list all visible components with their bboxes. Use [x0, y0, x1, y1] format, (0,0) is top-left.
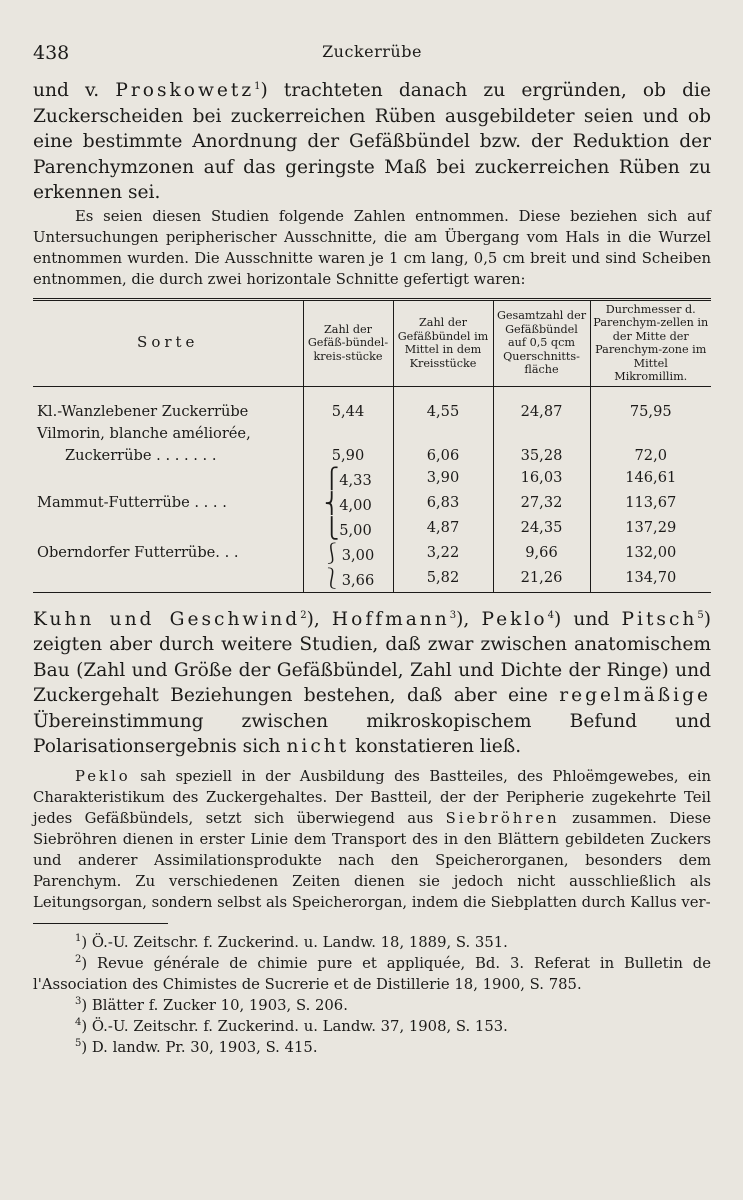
measurement-table	[33, 298, 711, 593]
footnote-ref: 4	[547, 609, 554, 621]
value-cell	[493, 401, 590, 423]
emphasis: nicht	[286, 736, 350, 757]
value-text: 137,29	[625, 518, 677, 536]
value-text: 5,44	[331, 402, 365, 420]
value-text: 113,67	[625, 493, 677, 511]
footnote-ref: 5	[697, 609, 704, 621]
table-row	[33, 567, 711, 593]
column-header-mittel: Zahl der Gefäßbündel im Mittel in dem Kreisstücke	[393, 299, 493, 386]
variety-cell	[33, 401, 303, 423]
value-cell	[303, 492, 393, 517]
value-text: 27,32	[520, 493, 563, 511]
emphasis: regelmäßige	[559, 685, 711, 706]
paragraph-text: und v.	[33, 80, 116, 101]
value-text: 3,22	[426, 543, 460, 561]
footnote-text: ) Revue générale de chimie pure et appliquée, Bd. 3. Referat in Bulletin de l'Association des Chimistes de Sucrerie et de Distillerie 18, 1900, S. 785.	[33, 954, 711, 993]
footnote-text: ) Ö.-U. Zeitschr. f. Zuckerind. u. Landw. 37, 1908, S. 153.	[81, 1017, 508, 1035]
value-text: 16,03	[520, 468, 563, 486]
value-text: 5,82	[426, 568, 460, 586]
footnote	[33, 953, 711, 995]
brace-glyph: ⎰	[321, 540, 342, 565]
value-cell	[590, 517, 711, 542]
variety-cell	[33, 567, 303, 593]
variety-name: Oberndorfer Futterrübe. . .	[37, 543, 239, 561]
footnote	[33, 995, 711, 1016]
variety-name: Mammut-Futterrübe . . . .	[37, 493, 227, 511]
brace-glyph: ⎨	[324, 490, 340, 515]
value-text: 6,83	[426, 493, 460, 511]
footnote-text: ) D. landw. Pr. 30, 1903, S. 415.	[81, 1038, 318, 1056]
value-cell	[303, 567, 393, 593]
value-cell	[303, 467, 393, 492]
paragraph-table-intro: Es seien diesen Studien folgende Zahlen entnommen. Diese beziehen sich auf Untersuchungen peripherischer Ausschnitte, die am Übergang vom Hals in die Wurzel entnommen wurden. Die Ausschnitte waren je 1 cm lang, 0,5 cm breit und sind Scheiben entnommen, die durch zwei horizontale Schnitte gefertigt waren:	[33, 207, 711, 288]
variety-cell	[33, 517, 303, 542]
author-name: Pitsch	[621, 608, 698, 630]
value-text: 4,55	[426, 402, 460, 420]
column-header-gesamtzahl: Gesamtzahl der Gefäßbündel auf 0,5 qcm Querschnitts-fläche	[493, 299, 590, 386]
value-cell	[303, 517, 393, 542]
value-text: 3,90	[426, 468, 460, 486]
author-name: Hoffmann	[331, 608, 450, 630]
value-cell	[393, 567, 493, 593]
value-cell	[493, 567, 590, 593]
page-number: 438	[33, 42, 70, 64]
footnote-text: ) Blätter f. Zucker 10, 1903, S. 206.	[81, 996, 348, 1014]
footnote	[33, 932, 711, 953]
value-text: 4,87	[426, 518, 460, 536]
value-cell	[303, 401, 393, 423]
value-text: 5,90	[331, 446, 365, 464]
value-text: 9,66	[525, 543, 558, 561]
value-text: 21,26	[520, 568, 563, 586]
value-cell	[303, 542, 393, 567]
footnote-ref: 3	[449, 609, 457, 621]
value-cell	[393, 542, 493, 567]
value-text: 3,00	[341, 546, 375, 564]
table-row	[33, 401, 711, 423]
value-cell	[493, 423, 590, 467]
footnote-number: 2	[75, 953, 82, 965]
value-cell	[303, 423, 393, 467]
variety-cell	[33, 542, 303, 567]
footnote-number: 1	[75, 932, 82, 944]
paragraph-proskowetz	[33, 78, 711, 206]
running-title: Zuckerrübe	[322, 42, 422, 61]
table-body	[33, 386, 711, 592]
value-cell	[590, 567, 711, 593]
brace-glyph: ⎱	[321, 565, 342, 590]
value-cell	[590, 542, 711, 567]
footnote	[33, 1016, 711, 1037]
variety-cell	[33, 467, 303, 492]
value-cell	[493, 467, 590, 492]
paragraph-text: ) zeigten aber durch weitere Studien, daß zwar zwischen anatomischem Bau (Zahl und Größe der Gefäßbündel, Zahl und Dichte der Ringe) und Zuckergehalt Beziehungen bestehen, daß aber eine	[33, 608, 711, 706]
footnotes	[33, 932, 711, 1058]
table-row	[33, 542, 711, 567]
table-row	[33, 467, 711, 492]
value-cell	[393, 517, 493, 542]
brace-glyph: ⎩	[324, 515, 340, 540]
author-name: Kuhn und Geschwind	[33, 608, 301, 630]
value-text: 132,00	[625, 543, 677, 561]
value-text: 24,87	[520, 402, 563, 420]
value-text: 146,61	[625, 468, 677, 486]
value-cell	[590, 492, 711, 517]
value-text: 5,00	[339, 521, 372, 539]
value-text: 134,70	[625, 568, 677, 586]
table-row	[33, 423, 711, 467]
value-cell	[393, 401, 493, 423]
value-cell	[393, 492, 493, 517]
value-text: 72,0	[634, 446, 667, 464]
value-cell	[590, 401, 711, 423]
footnote-number: 5	[75, 1037, 82, 1049]
footnote-divider	[33, 923, 168, 924]
value-cell	[393, 423, 493, 467]
paragraph-kuhn: Kuhn und Geschwind$^2$), Hoffmann$^3$), Peklo$^4$) und Pitsch$^5$) zeigten aber durch weitere Studien, daß zwar zwischen anatomischem Bau (Zahl und Größe der Gefäßbündel, Zahl und Dichte der Ringe) und Zuckergehalt Beziehungen bestehen, daß aber eine regelmäßige Übereinstimmung zwischen mikroskopischem Befund und Polarisationsergebnis sich nicht konstatieren ließ.	[33, 608, 711, 757]
value-cell	[393, 467, 493, 492]
table-row	[33, 492, 711, 517]
variety-name-continued: Zuckerrübe . . . . . . .	[65, 446, 217, 464]
variety-cell	[33, 492, 303, 517]
emphasis: Siebröhren	[445, 809, 560, 827]
value-text: 4,33	[339, 471, 372, 489]
author-name: Proskowetz	[115, 80, 255, 101]
paragraph-peklo	[33, 766, 711, 913]
footnote-ref: 2	[300, 609, 307, 621]
value-cell	[590, 467, 711, 492]
column-header-unit: Mikromillim.	[614, 370, 688, 383]
value-text: 3,66	[341, 571, 375, 589]
footnote-text: ) Ö.-U. Zeitschr. f. Zuckerind. u. Landw. 18, 1889, S. 351.	[81, 933, 508, 951]
value-cell	[493, 542, 590, 567]
value-cell	[493, 492, 590, 517]
value-text: 35,28	[520, 446, 563, 464]
value-cell	[493, 517, 590, 542]
value-text: 75,95	[629, 402, 672, 420]
paragraph-text: sah speziell in der Ausbildung des Bastteiles, des Phloëmgewebes, ein Charakteristikum des Zuckergehaltes. Der Bastteil, der der Peripherie zugekehrte Teil jedes Gefäßbündels, setzt sich überwiegend aus	[33, 767, 711, 827]
table-row	[33, 517, 711, 542]
column-header-sorte: Sorte	[33, 299, 303, 386]
paragraph-text: ) und	[553, 608, 610, 630]
value-text: 4,00	[339, 496, 372, 514]
value-text: 6,06	[426, 446, 460, 464]
paragraph-text: Übereinstimmung zwischen mikroskopischem Befund und Polarisationsergebnis sich	[33, 710, 711, 757]
footnote-number: 4	[75, 1016, 82, 1028]
value-text: 24,35	[520, 518, 563, 536]
column-header-kreisstuecke: Zahl der Gefäß-bündel-kreis-stücke	[303, 299, 393, 386]
table-header-row	[33, 299, 711, 386]
page-header	[33, 38, 711, 78]
footnote-ref: 1	[254, 80, 261, 92]
footnote	[33, 1037, 711, 1058]
paragraph-text: konstatieren ließ.	[349, 736, 522, 757]
column-header-durchmesser	[590, 299, 711, 386]
variety-cell	[33, 423, 303, 467]
paragraph-text: ) trachteten danach zu ergründen, ob die Zuckerscheiden bei zuckerreichen Rüben ausgebildeter seien und ob eine bestimmte Anordnung der Gefäßbündel bzw. der Reduktion der Parenchymzonen auf das geringste Maß bei zuckerreichen Rüben zu erkennen sei.	[33, 80, 711, 203]
paragraph-text: zusammen. Diese Siebröhren dienen in erster Linie dem Transport des in den Blättern gebildeten Zuckers und anderer Assimilationsprodukte nach den Speicherorganen, besonders dem Parenchym. Zu verschiedenen Zeiten dienen sie jedoch nicht ausschließlich als Leitungsorgan, sondern selbst als Speicherorgan, indem die Siebplatten durch Kallus ver-	[33, 809, 712, 911]
footnote-number: 3	[75, 995, 82, 1007]
author-name: Peklo	[75, 767, 131, 785]
value-cell	[590, 423, 711, 467]
table-spacer-row	[33, 386, 711, 401]
author-name: Peklo	[481, 608, 548, 630]
column-header-text: Durchmesser d. Parenchym-zellen in der Mitte der Parenchym-zone im Mittel	[593, 302, 709, 370]
brace-glyph: ⎧	[324, 465, 340, 490]
book-page	[33, 38, 711, 1058]
variety-name: Vilmorin, blanche améliorée,	[37, 424, 251, 442]
variety-name: Kl.-Wanzlebener Zuckerrübe	[37, 402, 249, 420]
